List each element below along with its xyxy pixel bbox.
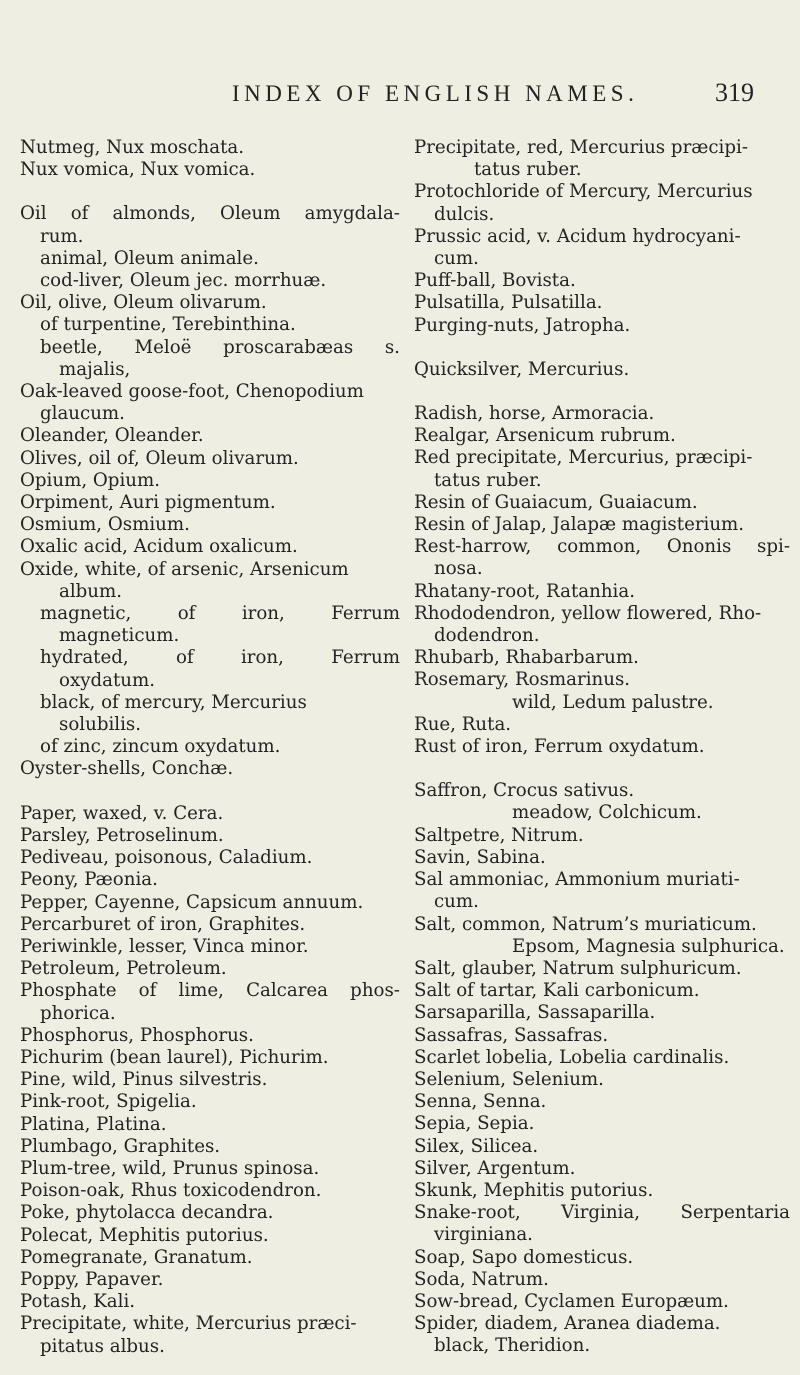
index-subentry: animal, Oleum animale. — [40, 247, 259, 269]
index-entry: Polecat, Mephitis putorius. — [20, 1224, 269, 1246]
index-entry-continuation: glaucum. — [40, 403, 125, 425]
index-subentry: black, of mercury, Mercurius — [40, 691, 307, 713]
index-entry: Rhatany-root, Ratanhia. — [414, 580, 635, 602]
index-entry: Potash, Kali. — [20, 1291, 136, 1313]
index-entry: Oleander, Oleander. — [20, 425, 204, 447]
index-entry: Puff-ball, Bovista. — [414, 270, 576, 292]
index-entry: Poke, phytolacca decandra. — [20, 1202, 274, 1224]
index-entry: Oil of almonds, Oleum amygdala- — [20, 203, 400, 225]
index-entry-continuation: dulcis. — [434, 203, 495, 225]
index-entry: Plum-tree, wild, Prunus spinosa. — [20, 1157, 320, 1179]
index-entry: Salt, glauber, Natrum sulphuricum. — [414, 957, 742, 979]
index-entry: Salt of tartar, Kali carbonicum. — [414, 980, 700, 1002]
index-entry: Scarlet lobelia, Lobelia cardinalis. — [414, 1046, 730, 1068]
index-entry: Pepper, Cayenne, Capsicum annuum. — [20, 891, 364, 913]
index-entry: Percarburet of iron, Graphites. — [20, 913, 306, 935]
running-title: INDEX OF ENGLISH NAMES. — [232, 81, 639, 106]
index-subentry: black, Theridion. — [434, 1335, 591, 1357]
index-entry: Silver, Argentum. — [414, 1157, 576, 1179]
index-entry: Oyster-shells, Conchæ. — [20, 758, 234, 780]
index-entry: Phosphate of lime, Calcarea phos- — [20, 980, 400, 1002]
index-entry: Soda, Natrum. — [414, 1268, 549, 1290]
index-entry: Skunk, Mephitis putorius. — [414, 1179, 654, 1201]
index-entry: Savin, Sabina. — [414, 846, 546, 868]
index-entry-continuation: majalis, — [59, 358, 131, 380]
left-column — [20, 137, 400, 1358]
index-entry: Realgar, Arsenicum rubrum. — [414, 425, 676, 447]
index-entry: Rhododendron, yellow flowered, Rho- — [414, 602, 762, 624]
index-entry: Precipitate, red, Mercurius præcipi- — [414, 137, 748, 158]
index-entry: Quicksilver, Mercurius. — [414, 358, 630, 380]
index-entry: Pomegranate, Granatum. — [20, 1246, 253, 1268]
index-entry: Resin of Jalap, Jalapæ magisterium. — [414, 514, 745, 536]
index-entry-continuation: nosa. — [434, 558, 483, 580]
index-entry-continuation: cum. — [434, 248, 479, 270]
index-entry: Phosphorus, Phosphorus. — [20, 1024, 254, 1046]
index-entry: Sassafras, Sassafras. — [414, 1024, 609, 1046]
index-entry: Rue, Ruta. — [414, 713, 512, 735]
index-entry: Parsley, Petroselinum. — [20, 824, 224, 846]
index-subentry: magnetic, of iron, Ferrum — [40, 603, 400, 625]
index-entry: Spider, diadem, Aranea diadema. — [414, 1313, 721, 1335]
index-entry: Orpiment, Auri pigmentum. — [20, 492, 276, 514]
index-entry: Pichurim (bean laurel), Pichurim. — [20, 1046, 329, 1068]
index-entry: Pediveau, poisonous, Caladium. — [20, 847, 313, 869]
index-subentry: Epsom, Magnesia sulphurica. — [512, 935, 785, 957]
index-entry: Sal ammoniac, Ammonium muriati- — [414, 869, 740, 891]
index-entry: Protochloride of Mercury, Mercurius — [414, 181, 753, 203]
index-subentry: wild, Ledum palustre. — [512, 691, 714, 713]
index-entry: Oxalic acid, Acidum oxalicum. — [20, 536, 298, 558]
right-column — [414, 137, 790, 1358]
index-entry: Purging-nuts, Jatropha. — [414, 314, 631, 336]
index-entry-continuation: solubilis. — [59, 714, 142, 736]
index-subentry: meadow, Colchicum. — [512, 802, 702, 824]
index-entry-continuation: oxydatum. — [59, 669, 156, 691]
index-entry: Paper, waxed, v. Cera. — [20, 802, 224, 824]
index-entry: Saffron, Crocus sativus. — [414, 780, 635, 802]
index-entry: Pine, wild, Pinus silvestris. — [20, 1069, 268, 1091]
index-entry: Periwinkle, lesser, Vinca minor. — [20, 935, 309, 957]
index-entry: Rust of iron, Ferrum oxydatum. — [414, 736, 705, 758]
index-entry: Silex, Silicea. — [414, 1135, 539, 1157]
index-entry: Oil, olive, Oleum olivarum. — [20, 292, 267, 314]
index-entry: Nux vomica, Nux vomica. — [20, 159, 256, 181]
page-header — [232, 78, 754, 108]
index-entry: Platina, Platina. — [20, 1113, 167, 1135]
index-entry: Rhubarb, Rhabarbarum. — [414, 647, 639, 669]
index-entry-continuation: virginiana. — [434, 1224, 533, 1246]
index-entry: Resin of Guaiacum, Guaiacum. — [414, 491, 698, 513]
index-entry-continuation: tatus ruber. — [434, 469, 542, 491]
index-entry: Snake-root, Virginia, Serpentaria — [414, 1202, 790, 1224]
index-entry: Olives, oil of, Oleum olivarum. — [20, 447, 299, 469]
index-entry: Selenium, Selenium. — [414, 1068, 604, 1090]
index-entry-continuation: album. — [59, 580, 123, 602]
index-entry-continuation: magneticum. — [59, 625, 180, 647]
index-subentry: of turpentine, Terebinthina. — [40, 314, 296, 336]
index-entry: Sarsaparilla, Sassaparilla. — [414, 1002, 656, 1024]
index-entry: Nutmeg, Nux moschata. — [20, 137, 245, 158]
index-entry: Salt, common, Natrum’s muriaticum. — [414, 913, 757, 935]
index-entry-continuation: dodendron. — [434, 625, 540, 647]
index-entry: Poison-oak, Rhus toxicodendron. — [20, 1180, 322, 1202]
index-entry-continuation: pitatus albus. — [40, 1335, 165, 1357]
index-entry: Plumbago, Graphites. — [20, 1135, 221, 1157]
index-entry: Precipitate, white, Mercurius præci- — [20, 1313, 357, 1335]
index-subentry: cod-liver, Oleum jec. morrhuæ. — [40, 270, 327, 292]
page-number: 319 — [715, 78, 754, 107]
index-entry: Rest-harrow, common, Ononis spi- — [414, 536, 790, 558]
index-entry: Rosemary, Rosmarinus. — [414, 669, 631, 691]
index-entry: Poppy, Papaver. — [20, 1268, 164, 1290]
index-entry: Osmium, Osmium. — [20, 514, 190, 536]
index-entry: Senna, Senna. — [414, 1091, 547, 1113]
index-entry-continuation: cum. — [434, 891, 479, 913]
index-entry-continuation: rum. — [40, 225, 84, 247]
index-entry-continuation: phorica. — [40, 1002, 116, 1024]
index-entry: Opium, Opium. — [20, 469, 161, 491]
index-entry: Prussic acid, v. Acidum hydrocyani- — [414, 225, 741, 247]
index-entry: Peony, Pæonia. — [20, 869, 158, 891]
index-entry: Radish, horse, Armoracia. — [414, 403, 655, 425]
index-subentry: beetle, Meloë proscarabæas s. — [40, 336, 400, 358]
index-subentry: of zinc, zincum oxydatum. — [40, 736, 281, 758]
index-entry: Red precipitate, Mercurius, præcipi- — [414, 447, 753, 469]
index-entry: Oak-leaved goose-foot, Chenopodium — [20, 381, 364, 403]
index-entry-continuation: tatus ruber. — [474, 159, 582, 181]
index-entry: Oxide, white, of arsenic, Arsenicum — [20, 558, 349, 580]
index-entry: Petroleum, Petroleum. — [20, 958, 227, 980]
index-entry: Pulsatilla, Pulsatilla. — [414, 292, 603, 314]
index-subentry: hydrated, of iron, Ferrum — [40, 647, 400, 669]
index-entry: Sow-bread, Cyclamen Europæum. — [414, 1290, 729, 1312]
index-entry: Pink-root, Spigelia. — [20, 1091, 197, 1113]
index-entry: Saltpetre, Nitrum. — [414, 824, 584, 846]
index-entry: Soap, Sapo domesticus. — [414, 1246, 634, 1268]
index-entry: Sepia, Sepia. — [414, 1113, 535, 1135]
